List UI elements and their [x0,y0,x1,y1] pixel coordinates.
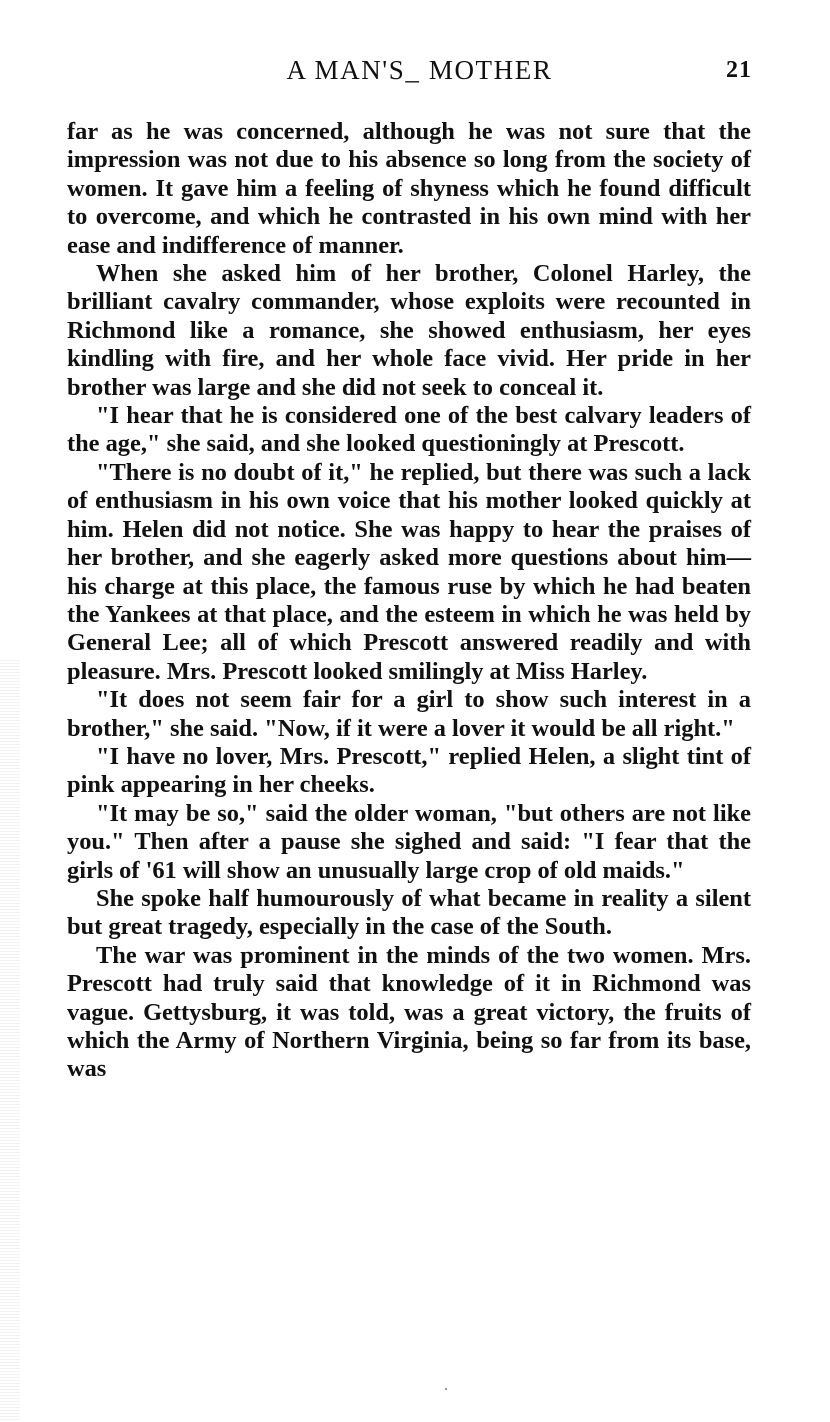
paragraph-4: "There is no doubt of it," he replied, but there was such a lack of enthusiasm in his own voice that his mother looked quickly at him. Helen did not notice. She was happy to hear the praises of her brother, and she eagerly asked more questions about him—his charge at this place, the famous ruse by which he had beaten the Yankees at that place, and the esteem in which he was held by General Lee; all of which Prescott answered readily and with pleasure. Mrs. Prescott looked smilingly at Miss Harley. [67,458,751,685]
paragraph-1: far as he was concerned, although he was not sure that the impression was not due to his absence so long from the society of women. It gave him a feeling of shyness which he found difficult to overcome, and which he contrasted in his own mind with her ease and indifference of manner. [67,118,751,259]
page-header [67,52,752,88]
running-title: A MAN'S_ MOTHER [286,55,553,85]
paragraph-7: "It may be so," said the older woman, "but others are not like you." Then after a pause she sighed and said: "I fear that the girls of '61 will show an unusually large crop of old maids." [67,799,751,884]
paragraph-6: "I have no lover, Mrs. Prescott," replied Helen, a slight tint of pink appearing in her cheeks. [67,742,751,799]
paragraph-2: When she asked him of her brother, Colonel Harley, the brilliant cavalry commander, whose exploits were recounted in Richmond like a romance, she showed enthusiasm, her eyes kindling with fire, and her whole face vivid. Her pride in her brother was large and she did not seek to conceal it. [67,260,751,401]
paragraph-8: She spoke half humourously of what became in reality a silent but great tragedy, especially in the case of the South. [67,884,751,941]
print-speck [445,1388,447,1390]
paragraph-3: "I hear that he is considered one of the best calvary leaders of the age," she said, and she looked questioningly at Prescott. [67,402,751,458]
paragraph-9: The war was prominent in the minds of the two women. Mrs. Prescott had truly said that knowledge of it in Richmond was vague. Gettysburg, it was told, was a great victory, the fruits of which the Army of Northern Virginia, being so far from its base, was [67,941,751,1083]
body-text [67,118,751,1084]
paragraph-5: "It does not seem fair for a girl to show such interest in a brother," she said. "Now, if it were a lover it would be all right." [67,686,751,742]
page-number: 21 [726,57,752,83]
scan-edge-shading [0,660,20,1422]
